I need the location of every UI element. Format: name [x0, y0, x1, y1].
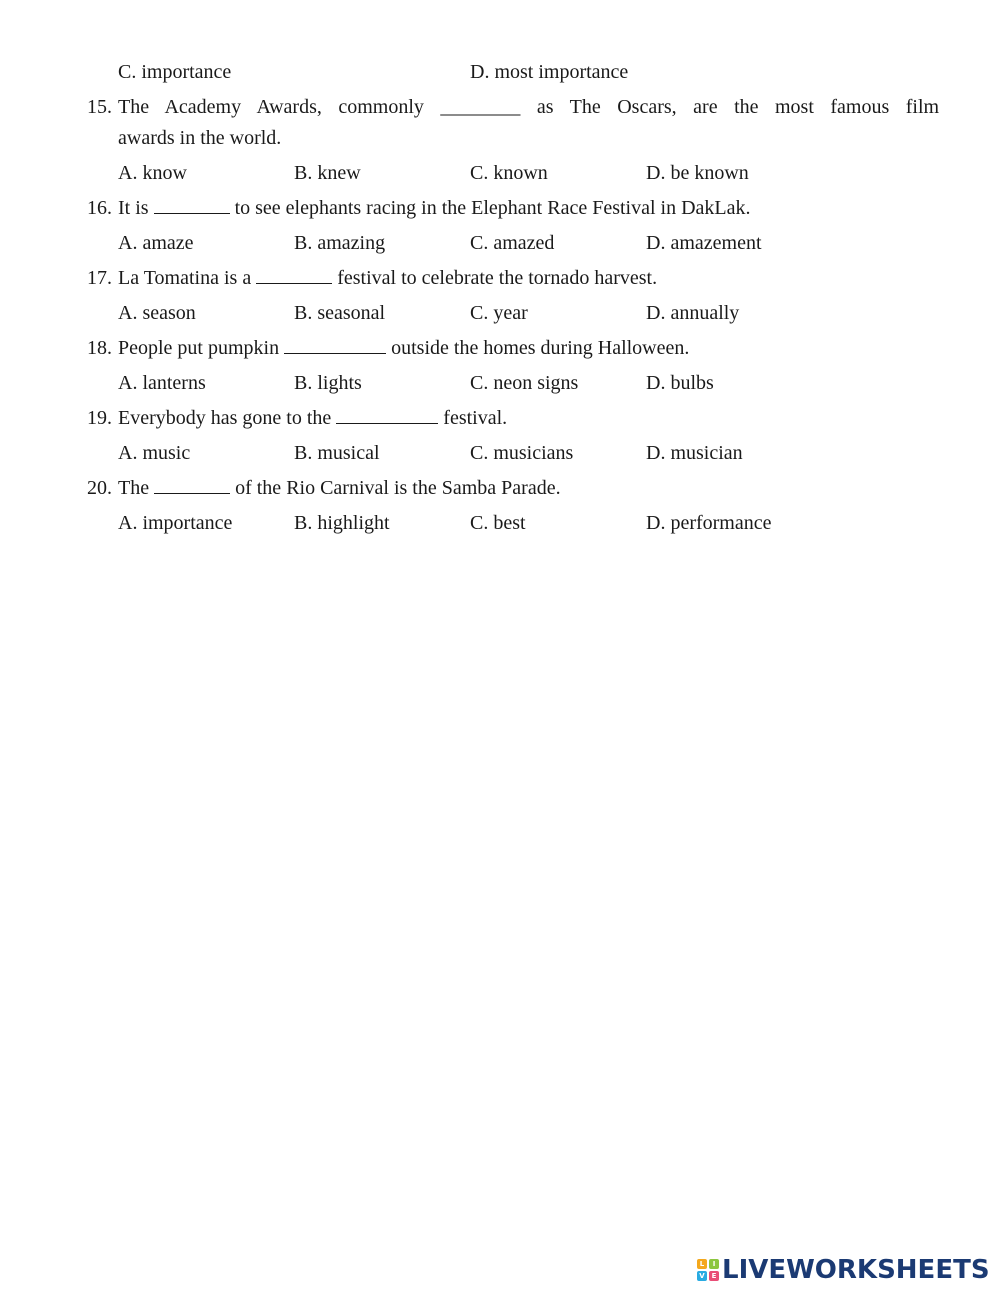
q17-option-b: B. seasonal: [294, 302, 386, 324]
q16-option-c: C. amazed: [470, 232, 555, 254]
q20-option-c: C. best: [470, 512, 526, 534]
q16-option-a: A. amaze: [118, 232, 194, 254]
question-number-16: 16.: [87, 197, 112, 219]
question-18-text: People put pumpkin outside the homes during Halloween.: [118, 337, 690, 359]
q20-option-a: A. importance: [118, 512, 233, 534]
q16-option-d: D. amazement: [646, 232, 762, 254]
answer-blank-19[interactable]: [336, 406, 438, 424]
logo-tile: V: [697, 1271, 707, 1281]
logo-tile: L: [697, 1259, 707, 1269]
question-number-15: 15.: [87, 96, 112, 118]
question-19-text: Everybody has gone to the festival.: [118, 407, 508, 429]
question-number-19: 19.: [87, 407, 112, 429]
q15-option-c: C. known: [470, 162, 548, 184]
q19-option-c: C. musicians: [470, 442, 574, 464]
question-number-20: 20.: [87, 477, 112, 499]
q18-option-a: A. lanterns: [118, 372, 206, 394]
question-15-line-2: awards in the world.: [118, 127, 282, 149]
question-number-17: 17.: [87, 267, 112, 289]
q15-option-d: D. be known: [646, 162, 749, 184]
answer-blank-16[interactable]: [154, 196, 230, 214]
q18-option-d: D. bulbs: [646, 372, 714, 394]
answer-blank-18[interactable]: [284, 336, 386, 354]
q15-option-a: A. know: [118, 162, 187, 184]
q17-option-d: D. annually: [646, 302, 740, 324]
q17-option-a: A. season: [118, 302, 196, 324]
answer-blank-15: ________: [440, 96, 521, 118]
answer-blank-17[interactable]: [256, 266, 332, 284]
q17-option-c: C. year: [470, 302, 528, 324]
q20-option-d: D. performance: [646, 512, 772, 534]
q15-option-b: B. knew: [294, 162, 361, 184]
liveworksheets-logo[interactable]: [697, 1254, 990, 1286]
q19-option-b: B. musical: [294, 442, 380, 464]
question-15-line-1: The Academy Awards, commonly ________ as The Oscars, are the most famous film: [118, 96, 940, 118]
prev-option-c: C. importance: [118, 61, 232, 83]
question-20-text: The of the Rio Carnival is the Samba Parade.: [118, 477, 561, 499]
question-number-18: 18.: [87, 337, 112, 359]
logo-tile: E: [709, 1271, 719, 1281]
logo-tile: I: [709, 1259, 719, 1269]
prev-option-d: D. most importance: [470, 61, 629, 83]
q20-option-b: B. highlight: [294, 512, 390, 534]
q19-option-a: A. music: [118, 442, 191, 464]
logo-mark-icon: [697, 1259, 719, 1281]
q18-option-c: C. neon signs: [470, 372, 579, 394]
question-16-text: It is to see elephants racing in the Elephant Race Festival in DakLak.: [118, 197, 751, 219]
answer-blank-20[interactable]: [154, 476, 230, 494]
logo-text: LIVEWORKSHEETS: [722, 1255, 990, 1285]
q16-option-b: B. amazing: [294, 232, 386, 254]
q19-option-d: D. musician: [646, 442, 743, 464]
q18-option-b: B. lights: [294, 372, 362, 394]
question-17-text: La Tomatina is a festival to celebrate the tornado harvest.: [118, 267, 658, 289]
